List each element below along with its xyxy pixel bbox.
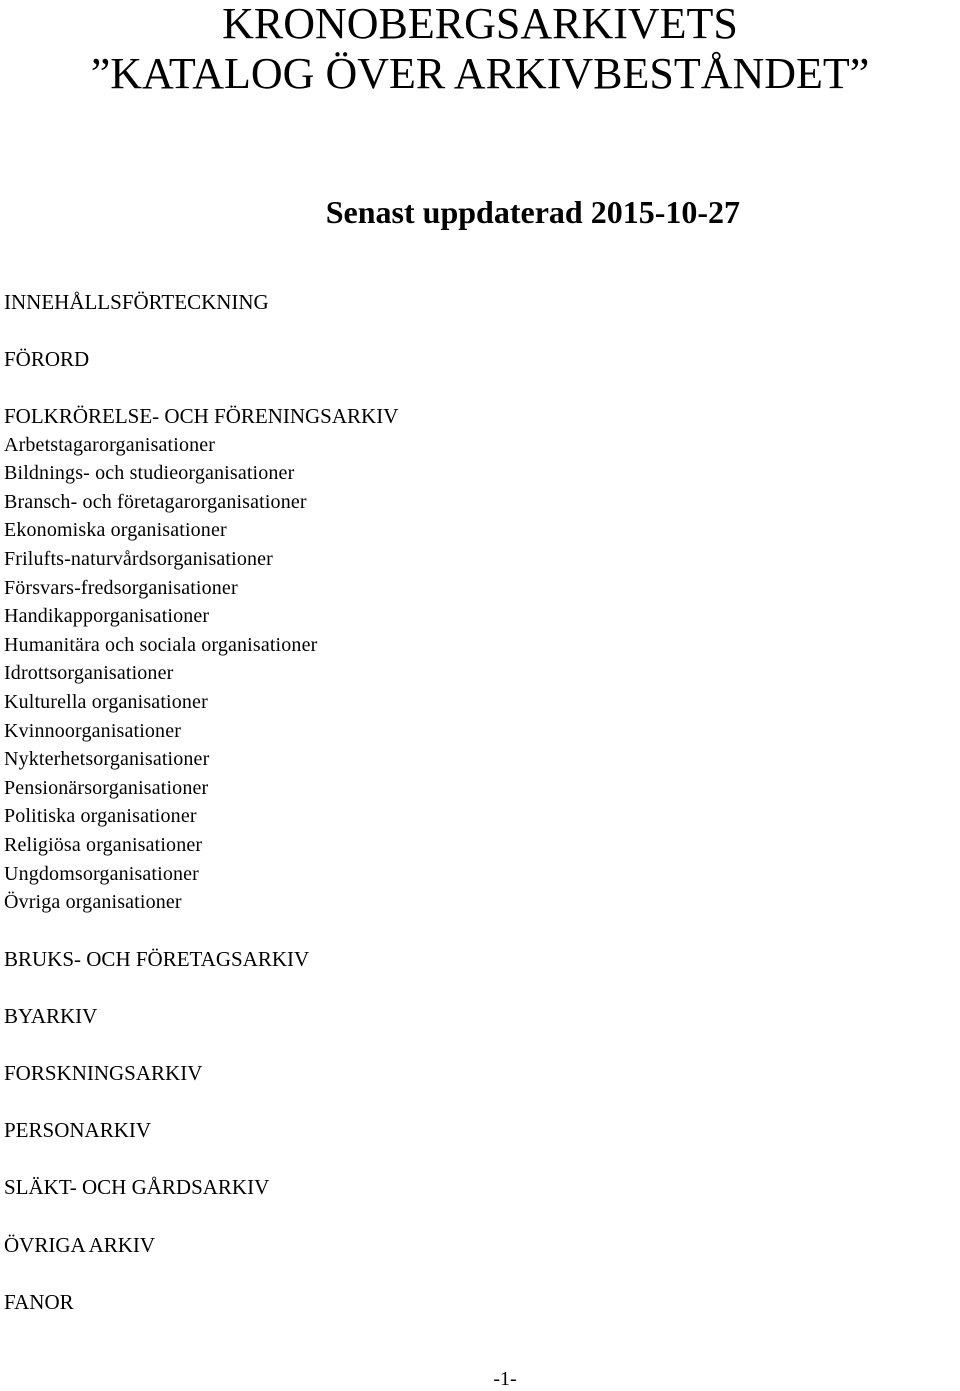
toc-subentry: Pensionärsorganisationer <box>4 777 209 799</box>
toc-subentry: Nykterhetsorganisationer <box>4 748 210 770</box>
toc-subentry: Kulturella organisationer <box>4 691 208 713</box>
toc-subentry: Humanitära och sociala organisationer <box>4 634 318 656</box>
page-number: -1- <box>493 1368 517 1390</box>
toc-entry-forord: FÖRORD <box>4 347 90 371</box>
last-updated-date: Senast uppdaterad 2015-10-27 <box>325 194 740 230</box>
toc-subentry: Ungdomsorganisationer <box>4 863 199 885</box>
toc-subentry: Frilufts-naturvårdsorganisationer <box>4 548 273 570</box>
toc-section-ovriga: ÖVRIGA ARKIV <box>4 1233 156 1257</box>
toc-subentry: Kvinnoorganisationer <box>4 720 182 742</box>
toc-section-byarkiv: BYARKIV <box>4 1004 98 1028</box>
toc-section-folkrorelse: FOLKRÖRELSE- OCH FÖRENINGSARKIV <box>4 404 399 428</box>
toc-section-bruks: BRUKS- OCH FÖRETAGSARKIV <box>4 947 310 971</box>
toc-section-forskning: FORSKNINGSARKIV <box>4 1061 203 1085</box>
toc-section-personarkiv: PERSONARKIV <box>4 1118 152 1142</box>
toc-subentry: Bransch- och företagarorganisationer <box>4 491 307 513</box>
toc-section-slakt: SLÄKT- OCH GÅRDSARKIV <box>4 1175 270 1199</box>
document-title-line-1: KRONOBERGSARKIVETS <box>222 0 738 48</box>
toc-subentry: Religiösa organisationer <box>4 834 203 856</box>
toc-subentry: Handikapporganisationer <box>4 605 210 627</box>
toc-subentry: Ekonomiska organisationer <box>4 519 227 541</box>
toc-subentry: Försvars-fredsorganisationer <box>4 577 238 599</box>
toc-subentry: Politiska organisationer <box>4 805 197 827</box>
toc-subentry: Idrottsorganisationer <box>4 662 174 684</box>
document-title-line-2: ”KATALOG ÖVER ARKIVBESTÅNDET” <box>90 49 870 98</box>
toc-section-fanor: FANOR <box>4 1290 74 1314</box>
toc-subentry: Arbetstagarorganisationer <box>4 434 216 456</box>
toc-subentry: Bildnings- och studieorganisationer <box>4 462 295 484</box>
toc-subentry: Övriga organisationer <box>4 891 182 913</box>
toc-heading: INNEHÅLLSFÖRTECKNING <box>4 290 269 314</box>
